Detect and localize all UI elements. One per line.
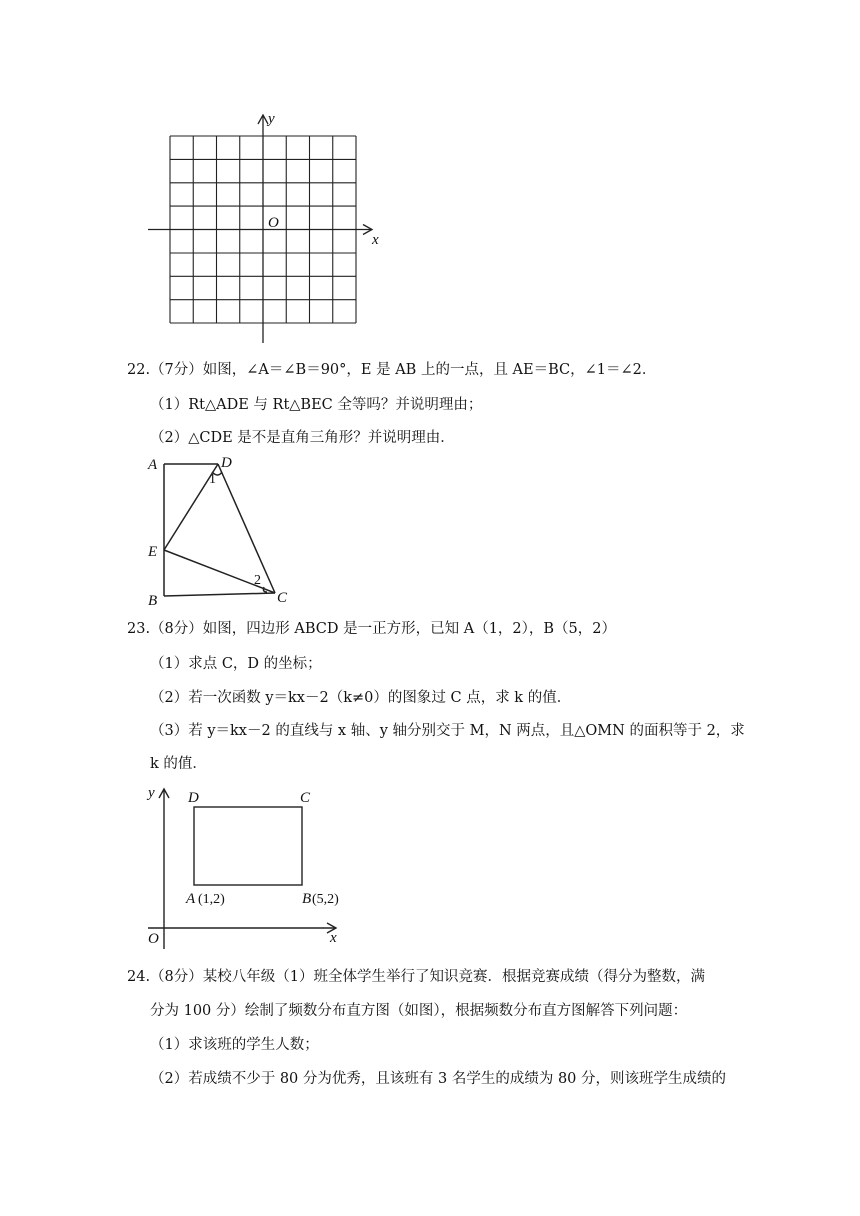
point-D-label: D (221, 455, 232, 471)
q24-stem-line2: 分为 100 分）绘制了频数分布直方图（如图），根据频数分布直方图解答下列问题： (150, 1003, 688, 1019)
q24-stem-line1: 24.（8分）某校八年级（1）班全体学生举行了知识竞赛．根据竞赛成绩（得分为整数，满 (127, 969, 706, 985)
x-axis-label: x (330, 930, 337, 946)
axes (148, 115, 372, 343)
point-E-label: E (148, 544, 158, 560)
q22-part2: （2）△CDE 是不是直角三角形？并说明理由． (150, 430, 455, 446)
q24-part1: （1）求该班的学生人数； (150, 1037, 319, 1053)
point-B-label: B (148, 593, 158, 609)
q22-part1: （1）Rt△ADE 与 Rt△BEC 全等吗？并说明理由； (150, 397, 483, 413)
point-B-coord: (5,2) (312, 892, 339, 907)
q23-stem: 23.（8分）如图，四边形 ABCD 是一正方形，已知 A（1，2），B（5，2） (127, 621, 617, 637)
point-B-label: B (302, 891, 312, 907)
q22-figure (140, 450, 300, 610)
q22-stem: 22.（7分）如图，∠A＝∠B＝90°，E 是 AB 上的一点，且 AE＝BC，∠1＝∠2． (127, 362, 657, 378)
angle2-label: 2 (254, 573, 261, 588)
q23-part3-line2: k 的值． (150, 756, 207, 772)
point-A-label: A (148, 457, 158, 473)
point-D-label: D (188, 790, 199, 806)
q24-part2: （2）若成绩不少于 80 分为优秀，且该班有 3 名学生的成绩为 80 分，则该班学生成绩的 (150, 1071, 727, 1087)
point-A-label: A (186, 891, 196, 907)
angle1-label: 1 (209, 472, 216, 487)
origin-label: O (148, 931, 159, 947)
q23-figure (140, 783, 360, 953)
segment-BC (164, 593, 275, 596)
point-C-label: C (300, 790, 311, 806)
coordinate-grid-figure (140, 105, 400, 350)
square-ABCD (194, 807, 302, 885)
point-C-label: C (277, 590, 288, 606)
q23-part3-line1: （3）若 y＝kx－2 的直线与 x 轴、y 轴分别交于 M，N 两点，且△OMN 的面积等于 2，求 (150, 723, 745, 739)
y-axis-label: y (268, 111, 275, 127)
q23-part2: （2）若一次函数 y＝kx－2（k≠0）的图象过 C 点，求 k 的值． (150, 690, 572, 706)
y-axis-label: y (148, 785, 155, 801)
q23-part1: （1）求点 C，D 的坐标； (150, 656, 322, 672)
x-axis-label: x (372, 232, 379, 248)
point-A-coord: (1,2) (198, 892, 225, 907)
origin-label: O (268, 215, 279, 231)
